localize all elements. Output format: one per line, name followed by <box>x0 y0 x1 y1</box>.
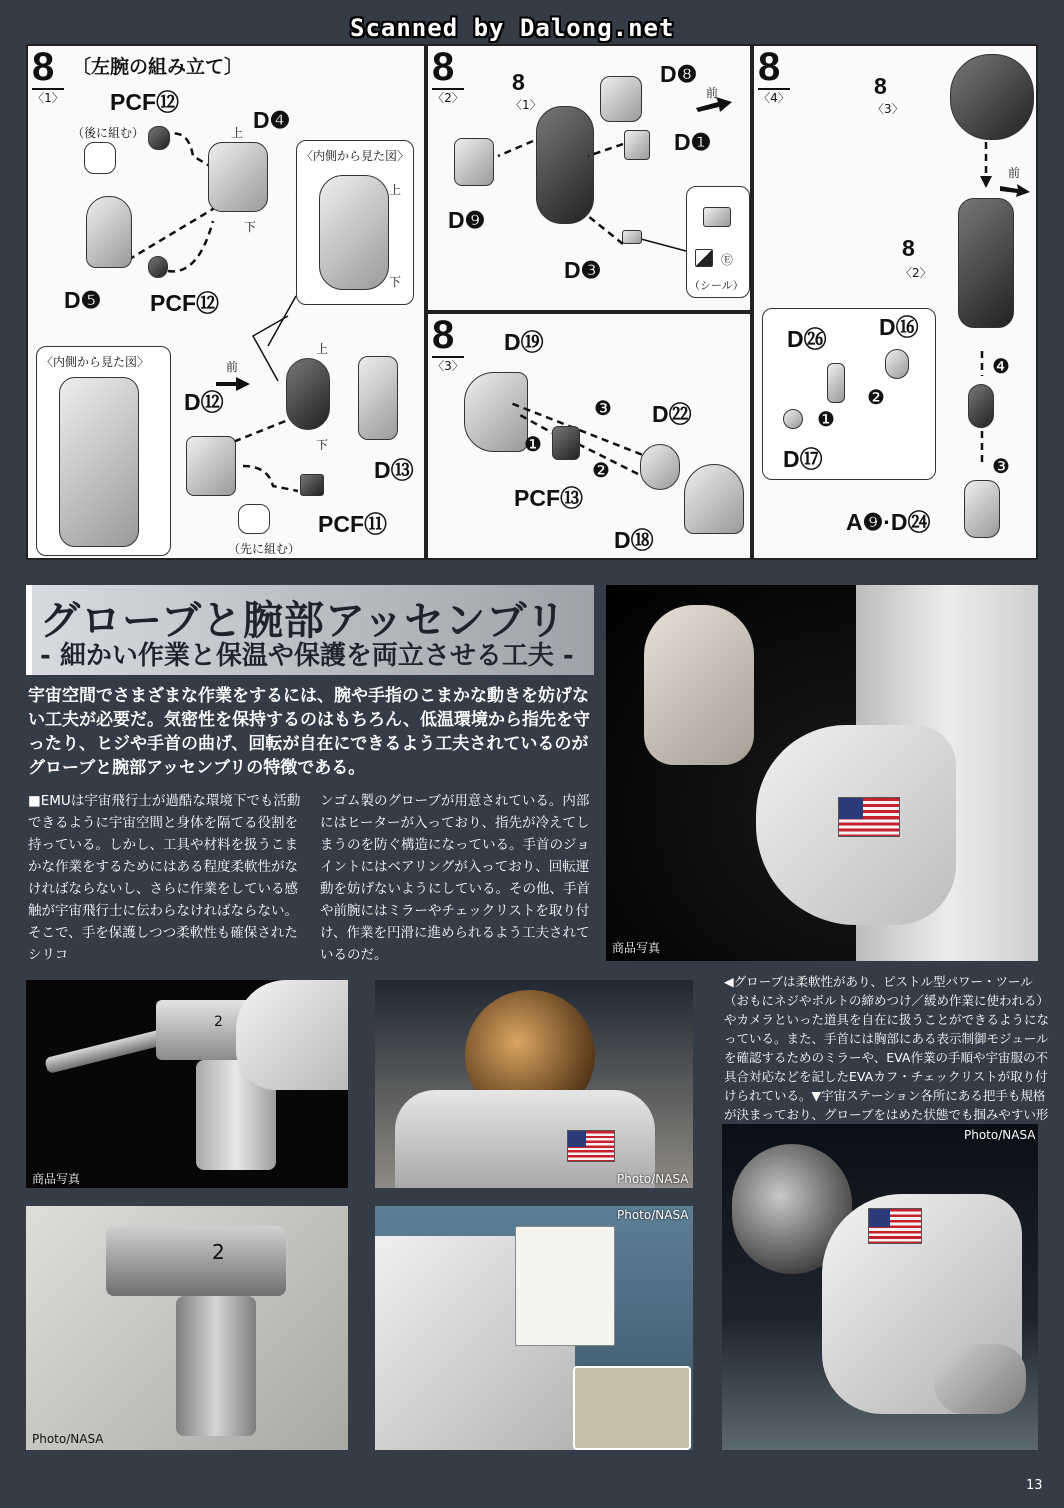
photo-power-tool-product <box>26 980 348 1188</box>
note-front: 前 <box>1008 166 1021 180</box>
part-d26 <box>827 363 845 403</box>
substep-label: 〈1〉 <box>32 88 64 106</box>
photo-checklist-nasa <box>375 1206 693 1450</box>
substep-label: 〈3〉 <box>432 356 464 374</box>
flag-patch <box>838 797 900 837</box>
step-marker-1: ❶ <box>524 432 542 456</box>
photo-astronaut-reach <box>722 1124 1038 1450</box>
note-build-later: （後に組む） <box>72 126 145 140</box>
seal-sticker <box>695 249 713 267</box>
label-d3: D❸ <box>564 257 602 283</box>
label-d5: D❺ <box>64 287 102 313</box>
label-d17: D⑰ <box>783 446 823 472</box>
part-pcf13 <box>552 426 580 460</box>
inset-seal <box>686 186 750 298</box>
label-pcf12-top: PCF⑫ <box>110 89 179 115</box>
inset-wrist-joint <box>762 308 936 480</box>
substep-label: 〈4〉 <box>758 88 790 106</box>
caption-nasa-2: Photo/NASA <box>32 1432 104 1446</box>
part-d12 <box>186 436 236 496</box>
label-a9-d24: A❾·D㉔ <box>846 509 931 535</box>
note-down-3: 下 <box>316 438 329 452</box>
note-up-2: 上 <box>389 183 402 197</box>
step-number: 8 <box>432 313 455 357</box>
part-d16 <box>885 349 909 379</box>
caption-nasa-4: Photo/NASA <box>964 1128 1036 1142</box>
label-pcf12-bottom: PCF⑫ <box>150 290 219 316</box>
flag-patch <box>868 1208 922 1244</box>
label-d9: D❾ <box>448 207 486 233</box>
photo-glove-arm-product <box>606 585 1038 961</box>
drill-body <box>106 1226 286 1296</box>
label-d4: D❹ <box>253 107 291 133</box>
panel-title: 〔左腕の組み立て〕 <box>72 56 244 78</box>
scan-credit: Scanned by Dalong.net <box>350 14 675 42</box>
part-d13 <box>358 356 398 440</box>
drill-label: 2 <box>212 1240 225 1264</box>
note-up-3: 上 <box>316 342 329 356</box>
step-number: 8 <box>432 45 455 89</box>
article-title: グローブと腕部アッセンブリ <box>40 598 567 644</box>
ref-step-2: 8 <box>902 235 915 261</box>
step-marker-4: ❹ <box>992 354 1010 378</box>
assembly-panel-8-4 <box>752 44 1038 560</box>
label-d18: D⑱ <box>614 527 654 553</box>
part-d3 <box>622 230 642 244</box>
label-d1: D❶ <box>674 129 712 155</box>
label-pcf13: PCF⑬ <box>514 485 583 511</box>
step-marker-3: ❸ <box>594 396 612 420</box>
part-d22 <box>640 444 680 490</box>
inset-title-2: 〈内側から見た図〉 <box>41 355 150 369</box>
inset-small-part-2 <box>238 504 270 534</box>
note-down-1: 下 <box>244 220 257 234</box>
note-up-1: 上 <box>231 126 244 140</box>
step-marker-3: ❸ <box>992 454 1010 478</box>
caption-nasa-1: Photo/NASA <box>617 1172 689 1186</box>
label-d19: D⑲ <box>504 329 544 355</box>
label-d26: D㉖ <box>787 326 827 352</box>
part-hand <box>964 480 1000 538</box>
note-build-first: （先に組む） <box>228 542 301 556</box>
flag-patch <box>567 1130 615 1162</box>
step-number: 8 <box>758 45 781 89</box>
label-d22: D㉒ <box>652 401 692 427</box>
label-d12: D⑫ <box>184 389 224 415</box>
label-d16: D⑯ <box>879 314 919 340</box>
caption-tool-product: 商品写真 <box>32 1172 81 1186</box>
ref-substep-3: 〈3〉 <box>872 102 904 116</box>
assembly-panel-8-1 <box>26 44 426 560</box>
drill-grip <box>176 1296 256 1436</box>
step-marker-2: ❷ <box>592 458 610 482</box>
tool-label: 2 <box>214 1014 223 1030</box>
ref-step-3: 8 <box>874 73 887 99</box>
suit-body <box>395 1090 655 1188</box>
assembly-panel-8-3 <box>426 312 752 560</box>
label-d13: D⑬ <box>374 457 414 483</box>
photo-drill-nasa <box>26 1206 348 1450</box>
glove <box>644 605 754 765</box>
seal-note: （シール） <box>689 279 744 292</box>
inset-title-1: 〈内側から見た図〉 <box>301 149 410 163</box>
part-upper-arm <box>286 358 330 430</box>
article-title-box <box>26 585 594 675</box>
note-down-2: 下 <box>389 275 402 289</box>
page-number: 13 <box>1026 1478 1043 1493</box>
article-subtitle: - 細かい作業と保温や保護を両立させる工夫 - <box>40 641 574 671</box>
assembly-panel-8-2 <box>426 44 752 312</box>
seal-e: Ⓔ <box>721 253 734 267</box>
inset-handrail <box>573 1366 691 1450</box>
caption-product-photo: 商品写真 <box>612 941 661 955</box>
note-front: 前 <box>706 86 719 100</box>
body-text-right: ンゴム製のグローブが用意されている。内部にはヒーターが入っており、指先が冷えてしまうのを防ぐ構造になっている。手首のジョイントにはベアリングが入っており、回転運動を妨げないようにしている。その他、手首や前腕にはミラーやチェックリストを取り付け、作業を円滑に進められるよう工夫されているのだ。 <box>320 793 590 963</box>
lead-paragraph: 宇宙空間でさまざまな作業をするには、腕や手指のこまかな動きを妨げない工夫が必要だ。気密性を保持するのはもちろん、低温環境から指先を守ったり、ヒジや手首の曲げ、回転が自在にできるよう工夫されているのがグローブと腕部アッセンブリの特徴である。 <box>28 686 591 778</box>
part-d17 <box>783 409 803 429</box>
seal-part <box>703 207 731 227</box>
part-d1 <box>624 130 650 160</box>
step-marker-1: ❶ <box>817 407 835 431</box>
glove-reach <box>934 1344 1026 1414</box>
step-number: 8 <box>32 45 55 89</box>
part-pcf11 <box>300 474 324 496</box>
body-text-left: ■EMUは宇宙飛行士が過酷な環境下でも活動できるように宇宙空間と身体を隔てる役割を持っている。しかし、工具や材料を扱うこまかな作業をするためにはある程度柔軟性がなければならないし、さらに作業をしている感触が宇宙飛行士に伝わらなければならない。そこで、手を保護しつつ柔軟性も確保されたシリコ <box>28 793 301 963</box>
ref-step: 8 <box>512 69 525 95</box>
ref-substep-2: 〈2〉 <box>900 266 932 280</box>
part-d9 <box>454 138 494 186</box>
label-pcf11: PCF⑪ <box>318 511 387 537</box>
glove-holding-tool <box>236 980 348 1090</box>
part-elbow-assembly <box>958 198 1014 328</box>
ref-substep: 〈1〉 <box>510 98 542 112</box>
step-marker-2: ❷ <box>867 385 885 409</box>
checklist-pages <box>515 1226 615 1346</box>
part-d18 <box>684 464 744 534</box>
part-wrist-joint <box>968 384 994 428</box>
caption-nasa-3: Photo/NASA <box>617 1208 689 1222</box>
photo-astronaut-eva <box>375 980 693 1188</box>
label-d8: D❽ <box>660 61 698 87</box>
side-caption: ◀グローブは柔軟性があり、ピストル型パワー・ツール（おもにネジやボルトの締めつけ／緩め作業に使われる）やカメラといった道具を自在に扱うことができるようになっている。また、手首には胸部にある表示制御モジュールを確認するためのミラーや、EVA作業の手順や宇宙服の不具合対応などを記したEVAカフ・チェックリストが取り付けられている。▼宇宙ステーション各所にある把手も規格が決まっており、グローブをはめた状態でも掴みやすい形 <box>724 974 1050 1122</box>
note-front: 前 <box>226 360 239 374</box>
substep-label: 〈2〉 <box>432 88 464 106</box>
